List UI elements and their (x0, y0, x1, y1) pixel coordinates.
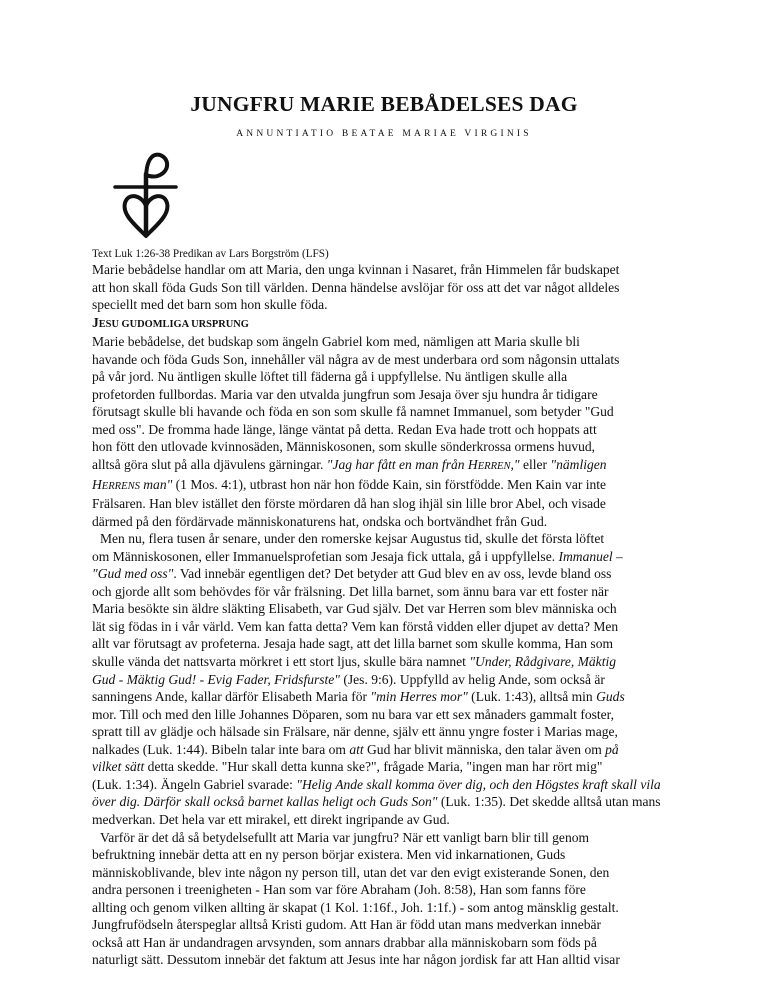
text-run: med oss". De fromma hade länge, länge väntat på detta. Redan Eva hade trott och hoppats att (92, 421, 597, 437)
text-run: förutsagt skulle bli havande och föda en son som skulle få namnet Immanuel, som betyder "Gud (92, 404, 614, 420)
sermon-body (92, 261, 692, 969)
body-line (92, 565, 692, 583)
text-run: (Luk. 1:43), alltså min (467, 689, 597, 705)
text-run: spratt till av glädje och hälsade sin Frälsare, när denne, själv ett ännu yngre foster i Marias mage, (92, 724, 618, 740)
body-line (92, 776, 692, 794)
body-line (92, 899, 692, 917)
page-subtitle: ANNUNTIATIO BEATAE MARIAE VIRGINIS (236, 129, 532, 139)
quote-text: man" (139, 476, 173, 492)
text-run: därmed på den fördärvade människonaturens hat, ondska och bortvändhet från Gud. (92, 513, 548, 529)
quote-text: ERRENS (101, 480, 140, 492)
body-line (92, 438, 692, 456)
text-run: skulle vända det nattsvarta mörkret i ett stort ljus, skulle bära namnet (92, 654, 470, 670)
text-run: medverkan. Det hela var ett mirakel, ett direkt ingripande av Gud. (92, 811, 450, 827)
body-line (92, 723, 692, 741)
quote-text: att (349, 741, 364, 757)
text-run: allt var förutsagt av profeterna. Jesaja hade sagt, att det lilla barnet som skulle komma, Han som (92, 636, 614, 652)
text-run: Jungfrufödseln återspeglar alltså Kristi gudom. Att Han är född utan mans medverkan innebär (92, 917, 602, 933)
quote-text: "Jag har fått en man från H (326, 457, 478, 473)
body-line (92, 476, 692, 496)
body-text (92, 333, 692, 969)
body-line (92, 635, 692, 653)
text-run: och gjorde allt som behövdes för vår frälsning. Det lilla barnet, som ännu bara var ett foster när (92, 583, 609, 599)
body-line (92, 333, 692, 351)
body-line (92, 758, 692, 776)
page-title: JUNGFRU MARIE BEBÅDELSES DAG (190, 92, 578, 116)
text-run: Varför är det då så betydelsefullt att Maria var jungfru? När ett vanligt barn blir till genom (100, 829, 590, 845)
quote-text: "Helig Ande skall komma över dig, och den Högstes kraft skall vila (296, 776, 661, 792)
body-line (92, 951, 692, 969)
body-line (92, 653, 692, 671)
body-line (92, 881, 692, 899)
quote-text: vilket sätt (92, 759, 145, 775)
text-run: naturligt sätt. Dessutom innebär det faktum att Jesus inte har någon jordisk far att Han alltid visar (92, 952, 620, 968)
body-line (92, 456, 692, 476)
text-run: sanningens Ande, kallar därför Elisabeth Maria för (92, 689, 371, 705)
body-line (92, 846, 692, 864)
text-run: (Jes. 9:6). Uppfylld av helig Ande, som också är (340, 671, 605, 687)
body-line (92, 618, 692, 636)
text-run: havande och föda Guds Son, innehåller väl några av de mest underbara ord som någonsin uttalats (92, 351, 620, 367)
body-line (92, 671, 692, 689)
quote-text: "min Herres mor" (370, 689, 468, 705)
intro-line: speciellt med det barn som hon skulle föda. (92, 297, 328, 313)
section-heading (92, 314, 692, 334)
text-run: eller (519, 457, 551, 473)
quote-text: Guds (596, 689, 625, 705)
text-run: Maria besökte sin äldre släkting Elisabeth, var Gud själv. Det var Herren som blev människa och (92, 601, 617, 617)
quote-text: "nämligen (550, 457, 607, 473)
quote-text: ," (510, 457, 520, 473)
text-run: allting och genom vilken allting är skapat (1 Kol. 1:16f., Joh. 1:1f.) - som antog mänsklig gestalt. (92, 899, 619, 915)
text-run: (Luk. 1:34). Ängeln Gabriel svarade: (92, 776, 297, 792)
text-run: detta skedde. "Hur skall detta kunna ske?", frågade Maria, "ingen man har rört mig" (144, 759, 603, 775)
body-line (92, 548, 692, 566)
text-run: nalkades (Luk. 1:44). Bibeln talar inte bara om (92, 741, 350, 757)
text-run: människoblivande, blev inte någon ny person till, utan det var den evigt existerande Sonen, den (92, 864, 610, 880)
quote-text: Gud - Mäktig Gud! - Evig Fader, Fridsfurste" (92, 671, 340, 687)
body-line (92, 421, 692, 439)
quote-text: ERREN (477, 461, 511, 473)
body-line (92, 706, 692, 724)
quote-text: över dig. Därför skall också barnet kallas heligt och Guds Son" (92, 794, 438, 810)
intro-line: Marie bebådelse handlar om att Maria, den unga kvinnan i Nasaret, från Himmelen får budskapet (92, 262, 620, 277)
body-line (92, 386, 692, 404)
chi-rho-anchor-heart-icon (112, 150, 178, 242)
text-run: befruktning innebär detta att en ny person börjar existera. Men vid inkarnationen, Guds (92, 847, 566, 863)
body-line (92, 864, 692, 882)
body-line (92, 688, 692, 706)
intro-line: att hon skall föda Guds Son till världen. Denna händelse avslöjar för oss att det var något alldeles (92, 279, 620, 295)
quote-text: H (92, 476, 102, 492)
intro-paragraph (92, 261, 692, 314)
text-run: hon fött den utlovade kvinnosäden, Människosonen, som skulle sönderkrossa ormens huvud, (92, 439, 596, 455)
body-line (92, 600, 692, 618)
text-run: (Luk. 1:35). Det skedde alltså utan mans (437, 794, 661, 810)
body-line (92, 916, 692, 934)
text-run: andra personen i treenigheten - Han som var före Abraham (Joh. 8:58), Han som fanns före (92, 882, 586, 898)
body-line (92, 741, 692, 759)
text-run: Frälsaren. Han blev istället den förste mördaren då han slog ihjäl sin lille bror Abel, och visade (92, 496, 606, 512)
body-line (92, 513, 692, 531)
body-line (92, 793, 692, 811)
text-run: på vår jord. Nu äntligen skulle löftet till fäderna gå i uppfyllelse. Nu äntligen skulle alla (92, 369, 568, 385)
text-run: om Människosonen, eller Immanuelsprofetian som Jesaja fick uttala, gå i uppfyllelse. (92, 548, 559, 564)
body-line (92, 811, 692, 829)
text-run: alltså göra slut på alla djävulens gärningar. (92, 457, 327, 473)
text-run: (1 Mos. 4:1), utbrast hon när hon födde Kain, sin förstfödde. Men Kain var inte (172, 476, 607, 492)
body-line (92, 530, 692, 548)
body-line (92, 829, 692, 847)
text-run: profetorden fullbordas. Maria var den utvalda jungfrun som Jesaja över sju hundra år tidigare (92, 386, 598, 402)
quote-text: "Gud med oss" (92, 566, 174, 582)
body-line (92, 934, 692, 952)
quote-text: Immanuel – (558, 548, 623, 564)
text-run: Men nu, flera tusen år senare, under den romerske kejsar Augustus tid, skulle det första löftet (100, 531, 605, 547)
text-run: Gud har blivit människa, den talar även om (363, 741, 606, 757)
text-run: mor. Till och med den lille Johannes Döparen, som nu bara var ett sex månaders gammalt foster, (92, 706, 615, 722)
quote-text: "Under, Rådgivare, Mäktig (469, 654, 616, 670)
body-line (92, 368, 692, 386)
body-line (92, 351, 692, 369)
text-run: också att Han är undandragen arvsynden, som annars drabbar alla människobarn som föds på (92, 934, 597, 950)
body-line (92, 403, 692, 421)
section-heading-initial: J (92, 314, 99, 330)
section-heading-text: ESU GUDOMLIGA URSPRUNG (98, 318, 249, 330)
body-line (92, 495, 692, 513)
text-run: . Vad innebär egentligen det? Det betyder att Gud blev en av oss, levde bland oss (173, 566, 612, 582)
text-run: Marie bebådelse, det budskap som ängeln Gabriel kom med, nämligen att Maria skulle bli (92, 334, 580, 350)
quote-text: på (605, 741, 619, 757)
text-run: lät sig födas in i vår värld. Vem kan fatta detta? Vem kan förstå vidden eller djupet av detta? Men (92, 618, 619, 634)
body-line (92, 583, 692, 601)
sermon-meta: Text Luk 1:26-38 Predikan av Lars Borgström (LFS) (92, 248, 329, 260)
